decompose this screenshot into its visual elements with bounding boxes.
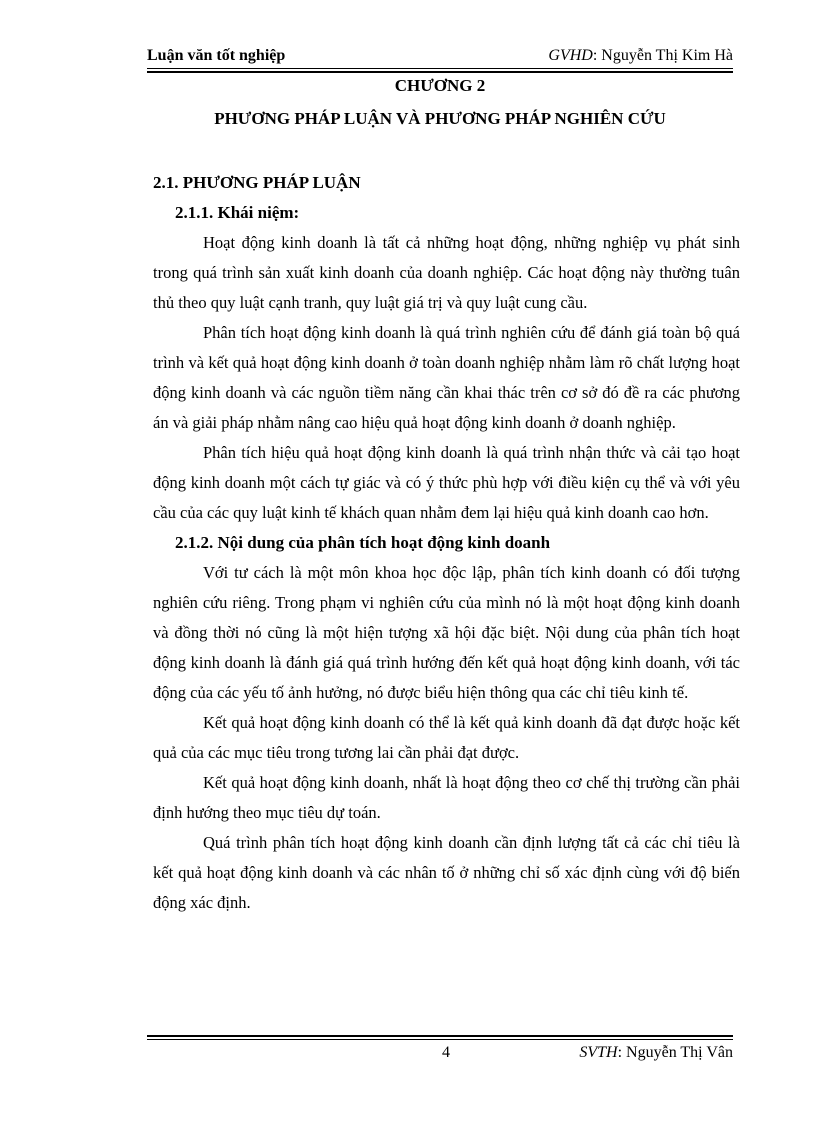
subsection-heading-2: 2.1.2. Nội dung của phân tích hoạt động kinh doanh [175,533,551,552]
chapter-number: CHƯƠNG 2 [394,76,486,95]
paragraph: Hoạt động kinh doanh là tất cả những hoạt động, những nghiệp vụ phát sinh trong quá trình sản xuất kinh doanh của doanh nghiệp. Các hoạt động này thường tuân thủ theo quy luật cạnh tranh, quy luật giá trị và quy luật cung cầu. [153,233,740,312]
page-header [147,47,733,67]
header-advisor-name: : Nguyễn Thị Kim Hà [592,47,733,64]
paragraph: Kết quả hoạt động kinh doanh, nhất là hoạt động theo cơ chế thị trường cần phải định hướng theo mục tiêu dự toán. [153,773,740,822]
header-rule-thick [147,71,733,73]
page-footer [147,1044,733,1066]
page-number: 4 [442,1044,450,1061]
footer-student-label: SVTH [579,1044,618,1061]
paragraph: Với tư cách là một môn khoa học độc lập, phân tích kinh doanh có đối tượng nghiên cứu riêng. Trong phạm vi nghiên cứu của mình nó là một hoạt động kinh doanh và đồng thời nó cũng là một hiện tượng xã hội đặc biệt. Nội dung của phân tích hoạt động kinh doanh là đánh giá quá trình hướng đến kết quả hoạt động kinh doanh, với tác động của các yếu tố ảnh hưởng, nó được biểu hiện thông qua các chỉ tiêu kinh tế. [153,563,740,702]
paragraph: Phân tích hiệu quả hoạt động kinh doanh là quá trình nhận thức và cải tạo hoạt động kinh doanh một cách tự giác và có ý thức phù hợp với điều kiện cụ thể và với yêu cầu của các quy luật kinh tế khách quan nhằm đem lại hiệu quả kinh doanh cao hơn. [153,443,740,522]
header-thesis-label: Luận văn tốt nghiệp [147,47,286,64]
footer-rule-thick [147,1035,733,1037]
footer-rule-thin [147,1039,733,1040]
page-body [153,168,740,918]
paragraph: Quá trình phân tích hoạt động kinh doanh cần định lượng tất cả các chỉ tiêu là kết quả hoạt động kinh doanh và các nhân tố ở những chỉ số xác định cùng với độ biến động xác định. [153,833,740,912]
footer-student [579,1044,733,1062]
paragraph: Kết quả hoạt động kinh doanh có thể là kết quả kinh doanh đã đạt được hoặc kết quả của các mục tiêu trong tương lai cần phải đạt được. [153,713,740,762]
subsection-heading-1: 2.1.1. Khái niệm: [175,203,300,222]
chapter-title: PHƯƠNG PHÁP LUẬN VÀ PHƯƠNG PHÁP NGHIÊN CỨU [214,109,666,128]
section-heading: 2.1. PHƯƠNG PHÁP LUẬN [153,173,361,192]
header-advisor [548,47,733,65]
paragraph: Phân tích hoạt động kinh doanh là quá trình nghiên cứu để đánh giá toàn bộ quá trình và kết quả hoạt động kinh doanh ở toàn doanh nghiệp nhằm làm rõ chất lượng hoạt động kinh doanh và các nguồn tiềm năng cần khai thác trên cơ sở đó đề ra các phương án và giải pháp nhằm nâng cao hiệu quả hoạt động kinh doanh ở doanh nghiệp. [153,323,740,432]
header-advisor-label: GVHD [548,47,593,64]
header-rule-thin [147,68,733,69]
footer-student-name: : Nguyễn Thị Vân [617,1044,733,1061]
